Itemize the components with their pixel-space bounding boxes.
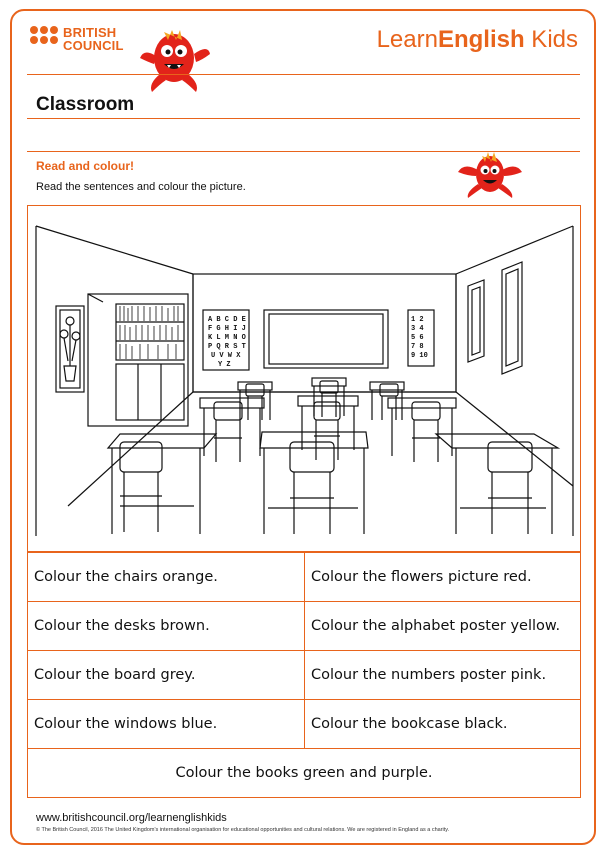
task-row <box>28 749 581 798</box>
footer-copyright: © The British Council, 2016 The United Kingdom's international organisation for educational opportunities and cultural relations. We are registered in England as a charity. <box>36 827 450 833</box>
red-monster-mascot-icon <box>134 18 214 98</box>
learnenglish-kids-logo: LearnEnglish Kids <box>376 26 578 53</box>
front-chairs <box>120 442 532 534</box>
board <box>264 310 388 368</box>
numbers-line-5: 9 10 <box>411 352 428 360</box>
task-table <box>27 552 581 798</box>
task-bookcase: Colour the bookcase black. <box>305 700 581 749</box>
task-row <box>28 602 581 651</box>
task-numbers: Colour the numbers poster pink. <box>305 651 581 700</box>
task-row <box>28 700 581 749</box>
page-title: Classroom <box>36 94 135 115</box>
bookcase <box>88 294 188 426</box>
task-board: Colour the board grey. <box>28 651 305 700</box>
brand-line-1: BRITISH <box>63 25 117 40</box>
task-alphabet: Colour the alphabet poster yellow. <box>305 602 581 651</box>
numbers-line-3: 5 6 <box>411 334 424 342</box>
footer-url[interactable]: www.britishcouncil.org/learnenglishkids <box>36 812 227 824</box>
section-label: Read and colour! <box>36 159 135 173</box>
flowers-picture <box>56 306 84 392</box>
classroom-line-drawing <box>28 206 580 551</box>
instruction-text: Read the sentences and colour the picture. <box>36 181 246 193</box>
task-flowers: Colour the flowers picture red. <box>305 553 581 602</box>
numbers-line-2: 3 4 <box>411 325 424 333</box>
alphabet-line-4: P Q R S T <box>208 343 246 351</box>
title-divider <box>27 118 580 119</box>
numbers-line-4: 7 8 <box>411 343 424 351</box>
alphabet-line-6: Y Z <box>218 361 231 369</box>
task-windows: Colour the windows blue. <box>28 700 305 749</box>
front-desks <box>108 432 558 534</box>
logo-dots-icon <box>30 26 60 52</box>
back-chairs <box>214 381 440 462</box>
alphabet-line-2: F G H I J <box>208 325 246 333</box>
task-books: Colour the books green and purple. <box>28 749 581 798</box>
numbers-poster <box>408 310 434 366</box>
alphabet-poster <box>203 310 249 370</box>
alphabet-line-3: K L M N O <box>208 334 246 342</box>
header-divider <box>27 74 580 75</box>
back-desks <box>200 378 456 456</box>
windows <box>468 262 522 374</box>
task-row <box>28 553 581 602</box>
classroom-picture <box>27 205 581 552</box>
task-row <box>28 651 581 700</box>
alphabet-line-1: A B C D E <box>208 316 246 324</box>
task-chairs: Colour the chairs orange. <box>28 553 305 602</box>
alphabet-line-5: U V W X <box>211 352 241 360</box>
small-monster-icon <box>454 144 526 200</box>
task-desks: Colour the desks brown. <box>28 602 305 651</box>
brand-line-2: COUNCIL <box>63 38 124 53</box>
numbers-line-1: 1 2 <box>411 316 424 324</box>
